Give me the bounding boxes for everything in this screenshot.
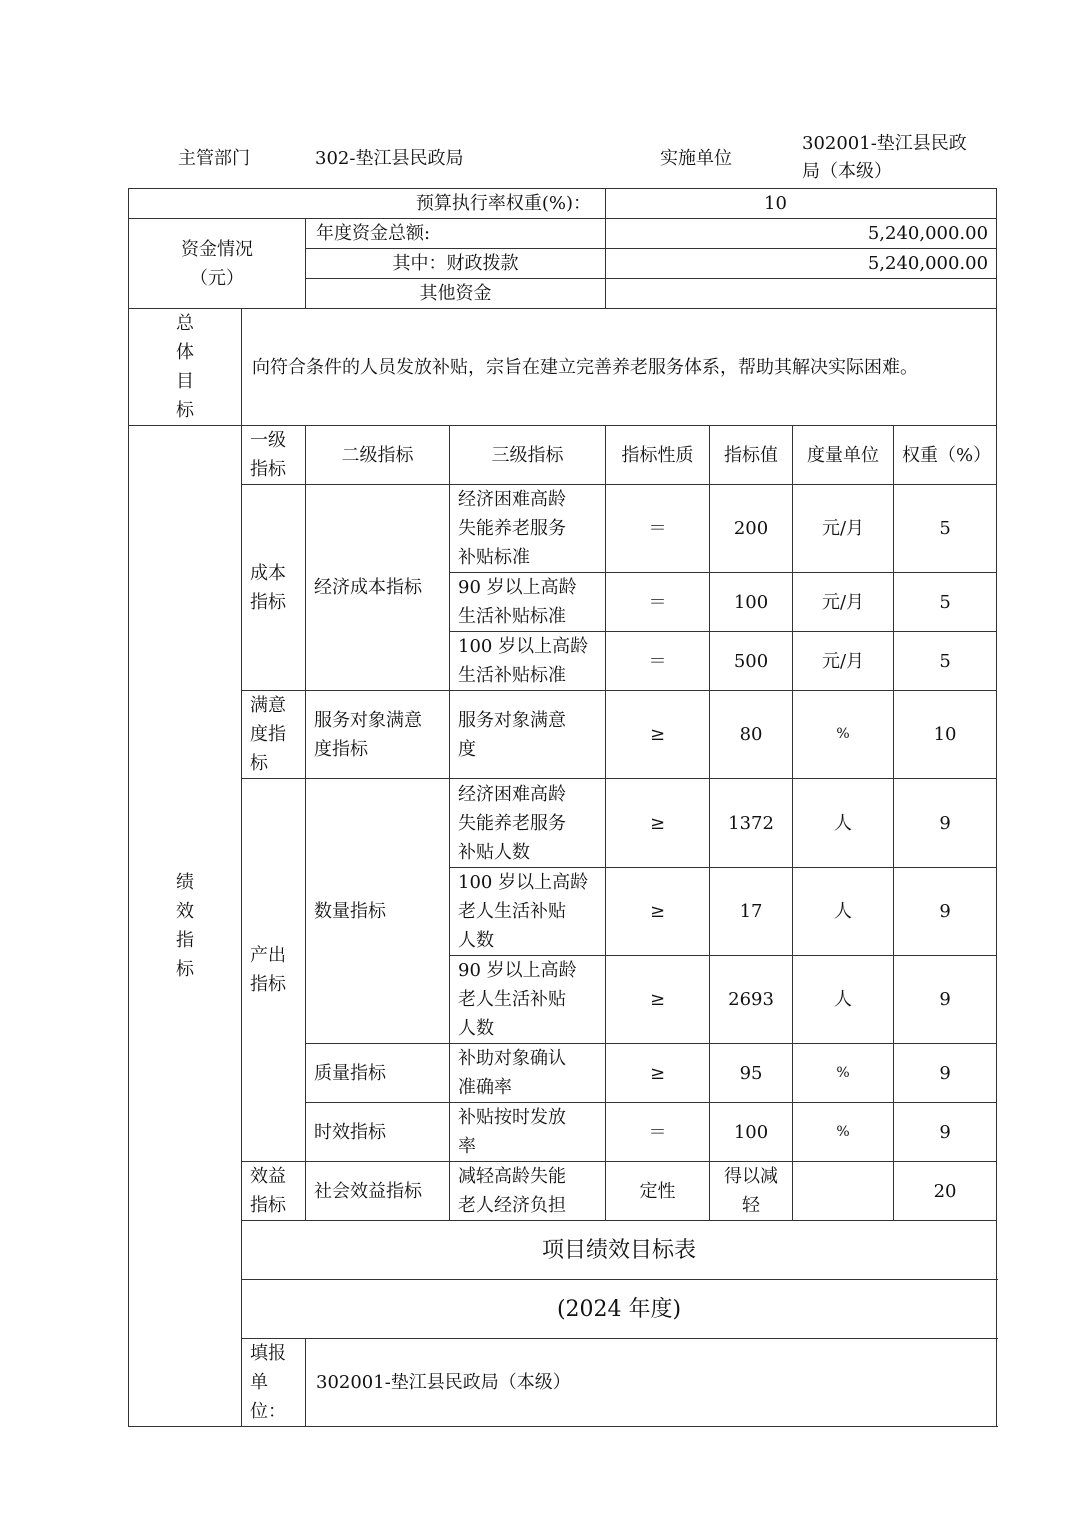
weight-cell: 5 <box>894 632 997 691</box>
budget-weight-label: 预算执行率权重(%)： <box>129 189 606 219</box>
unit-cell: 人 <box>793 956 894 1044</box>
level3-line: 失能养老服务 <box>458 812 566 834</box>
header-level1-line: 指标 <box>250 459 286 480</box>
level3-line: 生活补贴标准 <box>458 665 566 686</box>
fill-unit-label: 填报单位： <box>242 1339 306 1427</box>
performance-table <box>128 188 997 1427</box>
level3-cell <box>450 632 606 691</box>
weight-cell: 5 <box>894 573 997 632</box>
perf-label-char: 指 <box>176 930 194 951</box>
goal-label-char: 目 <box>176 371 194 392</box>
nature-cell: ≥ <box>606 868 710 956</box>
value-line: 轻 <box>742 1195 761 1216</box>
header-unit: 度量单位 <box>793 426 894 485</box>
indicator-header-row <box>129 426 997 485</box>
funds-total-value: 5,240,000.00 <box>606 219 997 249</box>
unit-value-line2: 局（本级） <box>802 161 892 182</box>
level2-quality: 质量指标 <box>306 1044 450 1103</box>
level3-cell <box>450 1103 606 1162</box>
level2-service-sat <box>306 691 450 779</box>
level2-econ-cost: 经济成本指标 <box>306 485 450 691</box>
perf-label-char: 效 <box>176 901 194 922</box>
unit-cell: % <box>793 691 894 779</box>
funds-label <box>129 219 306 309</box>
unit-cell: 元/月 <box>793 573 894 632</box>
level3-line: 补助对象确认 <box>458 1048 566 1069</box>
value-line: 得以减 <box>724 1166 779 1187</box>
level3-cell <box>450 956 606 1044</box>
year-label: (2024 年度) <box>242 1280 997 1339</box>
level3-cell <box>450 868 606 956</box>
level3-line: 老人生活补贴 <box>458 989 566 1010</box>
group-output-line: 产出 <box>250 945 286 966</box>
weight-cell: 20 <box>894 1162 997 1221</box>
level3-line: 度 <box>458 738 476 760</box>
level3-line: 减轻高龄失能 <box>458 1166 566 1187</box>
group-satisfaction-line: 度指 <box>250 724 286 745</box>
level2-line: 服务对象满意 <box>314 709 422 731</box>
level3-line: 90 岁以上高龄 <box>458 960 577 981</box>
group-output-line: 指标 <box>250 974 286 995</box>
level2-social: 社会效益指标 <box>306 1162 450 1221</box>
value-cell: 2693 <box>710 956 793 1044</box>
group-satisfaction-line: 标 <box>250 753 268 774</box>
level3-cell <box>450 573 606 632</box>
header-level2: 二级指标 <box>306 426 450 485</box>
unit-cell: 人 <box>793 868 894 956</box>
table-row <box>129 1162 997 1221</box>
table-row <box>129 691 997 779</box>
nature-cell: ＝ <box>606 573 710 632</box>
budget-weight-value: 10 <box>606 189 997 219</box>
page-title: 项目绩效目标表 <box>242 1221 997 1280</box>
level3-line: 经济困难高龄 <box>458 783 566 805</box>
group-benefit <box>242 1162 306 1221</box>
group-benefit-line: 效益 <box>250 1166 286 1187</box>
level3-line: 生活补贴标准 <box>458 606 566 627</box>
level3-line: 100 岁以上高龄 <box>458 872 589 893</box>
weight-cell: 9 <box>894 1103 997 1162</box>
level3-cell <box>450 691 606 779</box>
nature-cell: ≥ <box>606 1044 710 1103</box>
table-row <box>129 485 997 573</box>
level3-line: 老人经济负担 <box>458 1195 566 1216</box>
level3-cell <box>450 485 606 573</box>
level3-line: 经济困难高龄 <box>458 489 566 510</box>
weight-cell: 9 <box>894 956 997 1044</box>
dept-label: 主管部门 <box>178 148 250 169</box>
goal-text: 向符合条件的人员发放补贴，宗旨在建立完善养老服务体系，帮助其解决实际困难。 <box>242 309 997 426</box>
nature-cell: ＝ <box>606 1103 710 1162</box>
year-row <box>129 1280 997 1339</box>
level3-line: 失能养老服务 <box>458 518 566 539</box>
header-level1-line: 一级 <box>250 430 286 451</box>
weight-cell: 9 <box>894 868 997 956</box>
funds-label-line1: 资金情况 <box>181 238 253 260</box>
unit-value <box>802 130 992 186</box>
group-output <box>242 779 306 1162</box>
fill-unit-row <box>129 1339 997 1427</box>
group-satisfaction-line: 满意 <box>250 695 286 716</box>
level3-line: 服务对象满意 <box>458 709 566 731</box>
level3-line: 补贴按时发放 <box>458 1107 566 1128</box>
value-cell: 100 <box>710 1103 793 1162</box>
level3-line: 90 岁以上高龄 <box>458 577 577 598</box>
unit-cell: % <box>793 1044 894 1103</box>
goal-label-char: 总 <box>176 313 194 334</box>
group-cost-line: 成本 <box>250 562 286 584</box>
value-cell: 17 <box>710 868 793 956</box>
value-cell <box>710 1162 793 1221</box>
header-level3: 三级指标 <box>450 426 606 485</box>
level3-line: 率 <box>458 1136 476 1157</box>
budget-weight-row <box>129 189 997 219</box>
header-nature: 指标性质 <box>606 426 710 485</box>
unit-cell <box>793 1162 894 1221</box>
level2-line: 度指标 <box>314 738 368 760</box>
level2-quantity: 数量指标 <box>306 779 450 1044</box>
goal-label-char: 体 <box>176 342 194 363</box>
value-cell: 500 <box>710 632 793 691</box>
header-level1 <box>242 426 306 485</box>
unit-cell: 元/月 <box>793 632 894 691</box>
fill-unit-value: 302001-垫江县民政局（本级） <box>306 1339 997 1427</box>
weight-cell: 9 <box>894 1044 997 1103</box>
nature-cell: ≥ <box>606 691 710 779</box>
level3-line: 人数 <box>458 930 494 951</box>
level2-timeliness: 时效指标 <box>306 1103 450 1162</box>
unit-value-line1: 302001-垫江县民政 <box>802 133 967 154</box>
title-row <box>129 1221 997 1280</box>
goal-row <box>129 309 997 426</box>
level3-line: 补贴标准 <box>458 547 530 568</box>
nature-cell: ＝ <box>606 632 710 691</box>
goal-label-char: 标 <box>176 400 194 421</box>
level3-line: 100 岁以上高龄 <box>458 636 589 657</box>
level3-line: 准确率 <box>458 1077 512 1098</box>
funds-fiscal-value: 5,240,000.00 <box>606 249 997 279</box>
group-satisfaction <box>242 691 306 779</box>
nature-cell: ≥ <box>606 956 710 1044</box>
unit-cell: 元/月 <box>793 485 894 573</box>
level3-cell <box>450 1044 606 1103</box>
weight-cell: 9 <box>894 779 997 868</box>
level3-line: 老人生活补贴 <box>458 901 566 922</box>
nature-cell: ＝ <box>606 485 710 573</box>
funds-total-row <box>129 219 997 249</box>
value-cell: 1372 <box>710 779 793 868</box>
value-cell: 80 <box>710 691 793 779</box>
level3-line: 补贴人数 <box>458 841 530 863</box>
funds-total-label: 年度资金总额: <box>306 219 606 249</box>
group-cost <box>242 485 306 691</box>
funds-other-label: 其他资金 <box>306 279 606 309</box>
level3-line: 人数 <box>458 1018 494 1039</box>
group-cost-line: 指标 <box>250 591 286 613</box>
level3-cell <box>450 1162 606 1221</box>
header-weight: 权重（%） <box>894 426 997 485</box>
nature-cell: ≥ <box>606 779 710 868</box>
table-row <box>129 779 997 868</box>
group-benefit-line: 指标 <box>250 1195 286 1216</box>
dept-value: 302-垫江县民政局 <box>315 148 464 169</box>
level3-cell <box>450 779 606 868</box>
goal-label <box>129 309 242 426</box>
funds-label-line2: （元） <box>190 267 244 289</box>
unit-cell: % <box>793 1103 894 1162</box>
perf-label-char: 绩 <box>176 872 194 893</box>
perf-label <box>129 426 242 1427</box>
value-cell: 95 <box>710 1044 793 1103</box>
header-value: 指标值 <box>710 426 793 485</box>
perf-label-char: 标 <box>176 959 194 980</box>
value-cell: 200 <box>710 485 793 573</box>
funds-fiscal-label: 其中：财政拨款 <box>306 249 606 279</box>
weight-cell: 10 <box>894 691 997 779</box>
value-cell: 100 <box>710 573 793 632</box>
unit-cell: 人 <box>793 779 894 868</box>
unit-label: 实施单位 <box>660 148 732 169</box>
weight-cell: 5 <box>894 485 997 573</box>
nature-cell: 定性 <box>606 1162 710 1221</box>
funds-other-value <box>606 279 997 309</box>
